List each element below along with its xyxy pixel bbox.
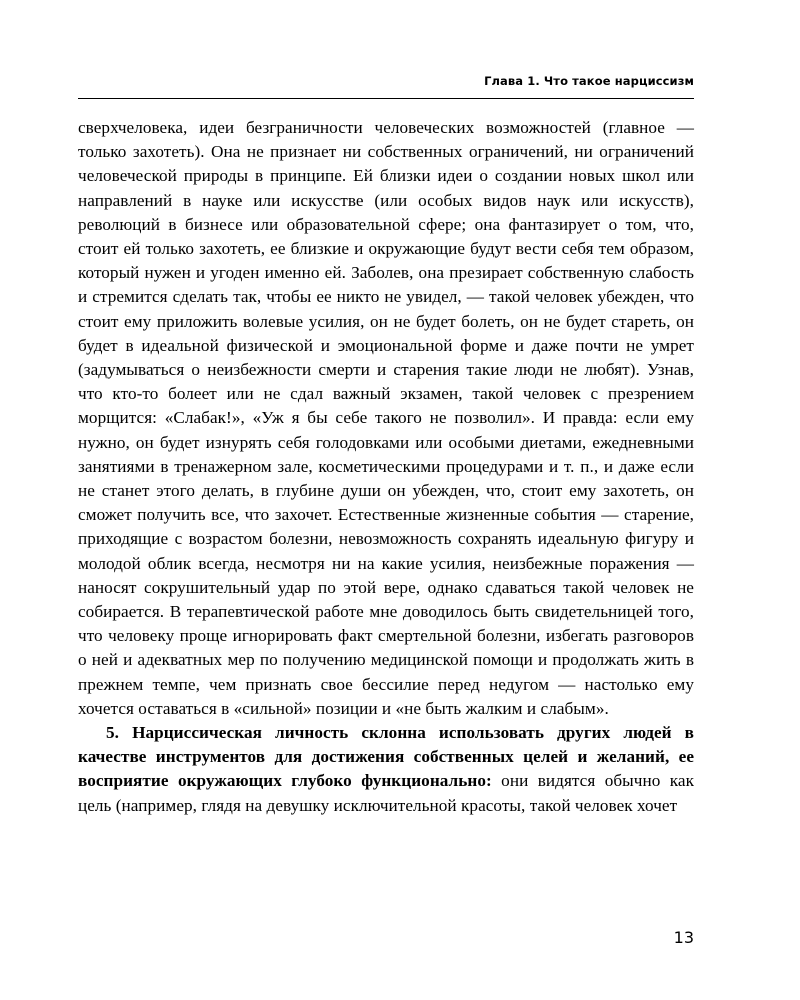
paragraph-tail: они видятся обычно как цель (например, глядя на девушку исключительной красоты, такой человек хочет	[78, 771, 694, 815]
header-divider	[78, 98, 694, 99]
emphasis-run: Нарциссическая личность склонна использовать других людей в качестве инструментов для достижения собственных целей и желаний, ее восприятие окружающих глубоко функционально:	[78, 723, 694, 791]
page-number: 13	[673, 928, 694, 947]
running-head: Глава 1. Что такое нарциссизм	[484, 74, 694, 88]
paragraph-continuation: сверхчеловека, идеи безграничности человеческих возможностей (главное — только захотеть). Она не признает ни собственных ограничений, ни ограничений человеческой природы в принципе. Ей близки идеи о создании новых школ или направлений в науке или искусстве (или особых видов наук или искусств), революций в бизнесе или образовательной сфере; она фантазирует о том, что, стоит ей только захотеть, ее близкие и окружающие будут вести себя тем образом, который нужен и угоден именно ей. Заболев, она презирает собственную слабость и стремится сделать так, чтобы ее никто не увидел, — такой человек убежден, что стоит ему приложить волевые усилия, он не будет болеть, он не будет стареть, он будет в идеальной физической и эмоциональной форме и даже почти не умрет (задумываться о неизбежности смерти и старения такие люди не любят). Узнав, что кто-то болеет или не сдал важный экзамен, такой человек с презрением морщится: «Слабак!», «Уж я бы себе такого не позволил». И правда: если ему нужно, он будет изнурять себя голодовками или особыми диетами, ежедневными занятиями в тренажерном зале, косметическими процедурами и т. п., и даже если не станет этого делать, в глубине души он убежден, что, стоит ему захотеть, он сможет получить все, что захочет. Естественные жизненные события — старение, приходящие с возрастом болезни, невозможность сохранять идеальную фигуру и молодой облик всегда, несмотря ни на какие усилия, неизбежные поражения — наносят сокрушительный удар по этой вере, однако сдаваться такой человек не собирается. В терапевтической работе мне доводилось быть свидетельницей того, что человеку проще игнорировать факт смертельной болезни, избегать разговоров о ней и адекватных мер по получению медицинской помощи и продолжать жить в прежнем темпе, чем признать свое бессилие перед недугом — настолько ему хочется оставаться в «сильной» позиции и «не быть жалким и слабым».	[78, 118, 694, 718]
list-number: 5.	[106, 723, 119, 743]
page-content	[78, 116, 694, 818]
paragraph-numbered-item	[78, 721, 694, 818]
